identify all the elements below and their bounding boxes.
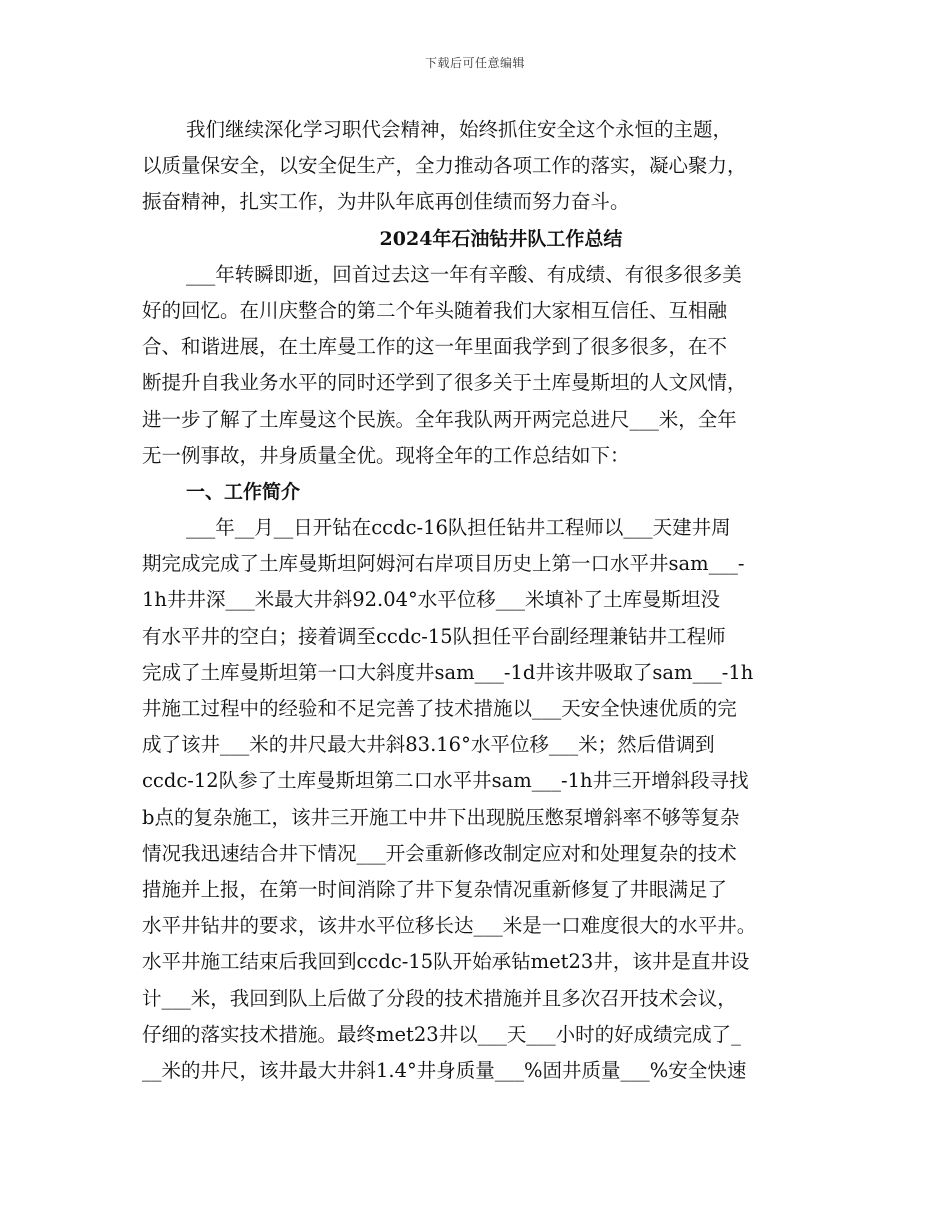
paragraph-first-line: 我们继续深化学习职代会精神，始终抓住安全这个永恒的主题， xyxy=(186,118,733,141)
body-line: __米的井尺，该井最大井斜1.4°井身质量___%固井质量___%安全快速 xyxy=(142,1058,747,1082)
body-line: 有水平井的空白；接着调至ccdc-15队担任平台副经理兼钻井工程师 xyxy=(142,624,726,648)
body-line: 情况我迅速结合井下情况___开会重新修改制定应对和处理复杂的技术 xyxy=(142,841,737,865)
paragraph-first-line: ___年转瞬即逝，回首过去这一年有辛酸、有成绩、有很多很多美 xyxy=(186,262,742,286)
header-note: 下载后可任意编辑 xyxy=(424,56,525,70)
body-line: 无一例事故，井身质量全优。现将全年的工作总结如下： xyxy=(142,443,630,467)
body-line: 1h井井深___米最大井斜92.04°水平位移___米填补了土库曼斯坦没 xyxy=(142,588,721,612)
section-heading: 一、工作简介 xyxy=(186,480,301,503)
document-body xyxy=(142,112,832,1089)
document-title: 2024年石油钻井队工作总结 xyxy=(379,227,623,250)
body-line: 振奋精神，扎实工作，为井队年底再创佳绩而努力奋斗。 xyxy=(142,190,630,214)
body-line: 仔细的落实技术措施。最终met23井以___天___小时的好成绩完成了_ xyxy=(142,1022,741,1046)
body-line: b点的复杂施工，该井三开施工中井下出现脱压憋泵增斜率不够等复杂 xyxy=(142,805,740,829)
body-line: 措施并上报，在第一时间消除了井下复杂情况重新修复了井眼满足了 xyxy=(142,877,728,901)
body-line: 水平井施工结束后我回到ccdc-15队开始承钻met23井，该井是直井设 xyxy=(142,950,750,974)
body-line: 井施工过程中的经验和不足完善了技术措施以___天安全快速优质的完 xyxy=(142,697,737,720)
body-line: 计___米，我回到队上后做了分段的技术措施并且多次召开技术会议， xyxy=(142,986,737,1010)
body-line: ccdc-12队参了土库曼斯坦第二口水平井sam___-1h井三开增斜段寻找 xyxy=(142,769,749,793)
body-line: 合、和谐进展，在土库曼工作的这一年里面我学到了很多很多，在不 xyxy=(142,335,728,359)
body-line: 成了该井___米的井尺最大井斜83.16°水平位移___米；然后借调到 xyxy=(142,733,715,757)
body-line: 断提升自我业务水平的同时还学到了很多关于土库曼斯坦的人文风情， xyxy=(142,371,747,395)
body-line: 好的回忆。在川庆整合的第二个年头随着我们大家相互信任、互相融 xyxy=(142,298,728,322)
body-line: 进一步了解了土库曼这个民族。全年我队两开两完总进尺___米，全年 xyxy=(142,407,737,431)
body-line: 以质量保安全，以安全促生产，全力推动各项工作的落实，凝心聚力， xyxy=(142,154,747,178)
body-line: 期完成完成了土库曼斯坦阿姆河右岸项目历史上第一口水平井sam___- xyxy=(142,552,745,576)
body-line: 水平井钻井的要求，该井水平位移长达___米是一口难度很大的水平井。 xyxy=(142,914,757,938)
body-line: 完成了土库曼斯坦第一口大斜度井sam___-1d井该井吸取了sam___-1h xyxy=(142,660,754,684)
paragraph-first-line: ___年__月__日开钻在ccdc-16队担任钻井工程师以___天建井周 xyxy=(186,516,731,540)
